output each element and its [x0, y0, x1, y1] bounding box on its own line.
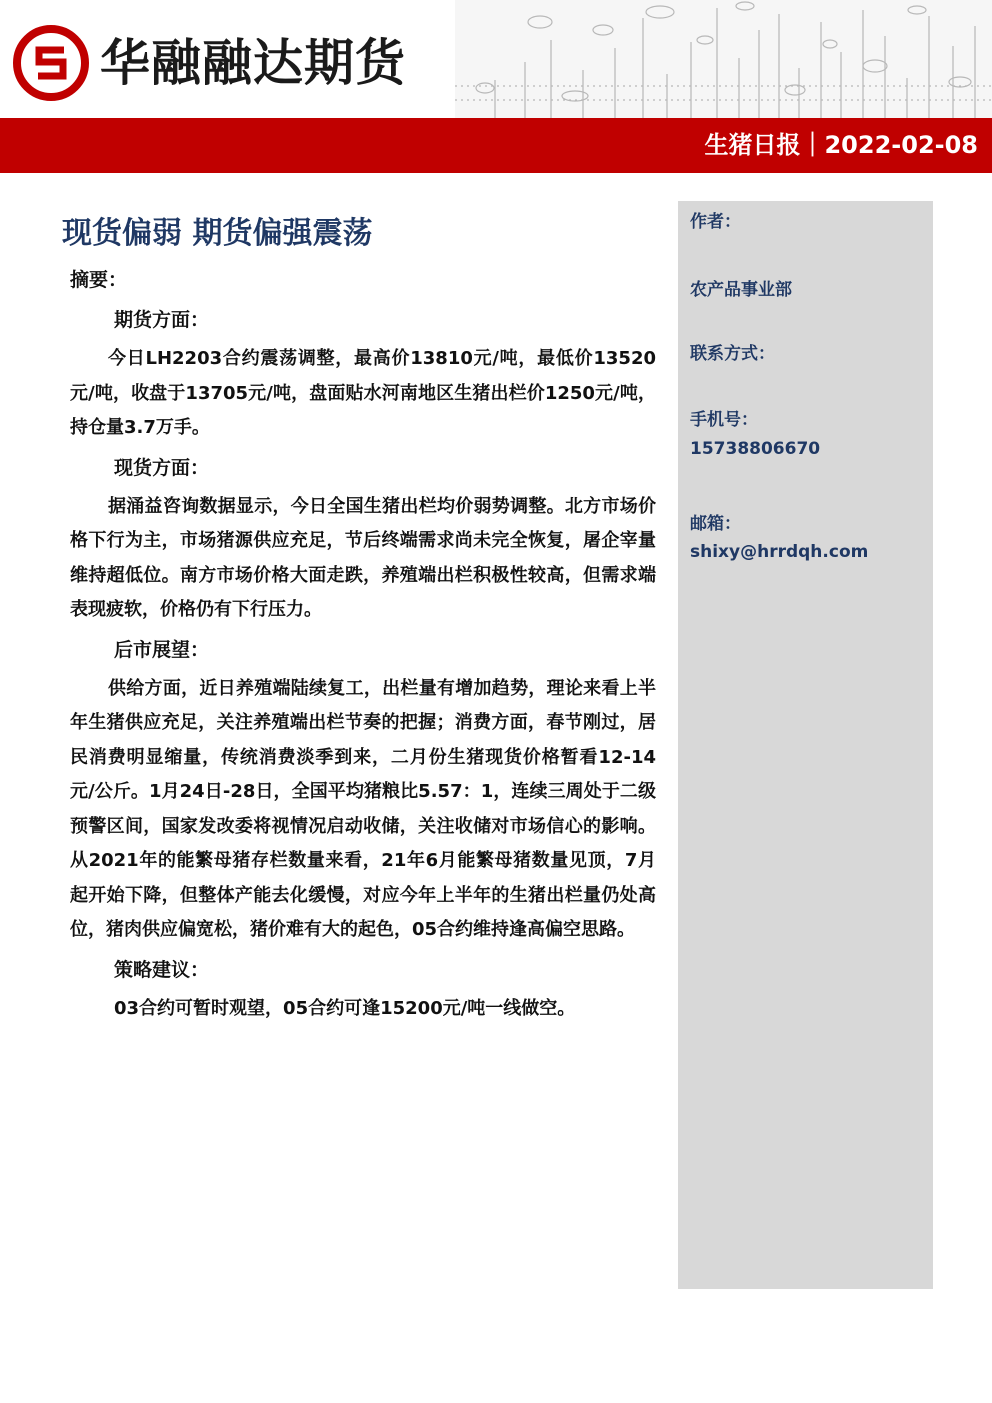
author-label: 作者：: [690, 212, 741, 232]
email-label: 邮箱：: [690, 514, 741, 534]
abstract-lines-decoration: [455, 0, 992, 118]
email-value[interactable]: shixy@hrrdqh.com: [690, 542, 869, 562]
brand-name: 华融融达期货: [100, 33, 406, 92]
summary-label: 摘要：: [70, 269, 128, 291]
section-text-outlook: 供给方面，近日养殖端陆续复工，出栏量有增加趋势，理论来看上半年生猪供应充足，关注养殖端出栏节奏的把握；消费方面，春节刚过，居民消费明显缩量，传统消费淡季到来，二月份生猪现货价格暂看12-14元/公斤。1月24日-28日，全国平均猪粮比5.57：1，连续三周处于二级预警区间，国家发改委将视情况启动收储，关注收储对市场信心的影响。从2021年的能繁母猪存栏数量来看，21年6月能繁母猪数量见顶，7月起开始下降，但整体产能去化缓慢，对应今年上半年的生猪出栏量仍处高位，猪肉供应偏宽松，猪价难有大的起色，05合约维持逢高偏空思路。: [70, 677, 656, 940]
section-text-spot: 据涌益咨询数据显示，今日全国生猪出栏均价弱势调整。北方市场价格下行为主，市场猪源供应充足，节后终端需求尚未完全恢复，屠企宰量维持超低位。南方市场价格大面走跌，养殖端出栏积极性较高，但需求端表现疲软，价格仍有下行压力。: [70, 495, 656, 620]
sidebar-panel: [678, 201, 933, 1289]
main-content: [70, 262, 656, 1026]
section-text-futures: 今日LH2203合约震荡调整，最高价13810元/吨，最低价13520元/吨，收盘于13705元/吨，盘面贴水河南地区生猪出栏价1250元/吨，持仓量3.7万手。: [70, 348, 656, 438]
author-value: 农产品事业部: [690, 280, 792, 300]
section-label-futures: 期货方面：: [114, 309, 210, 331]
section-label-spot: 现货方面：: [114, 456, 210, 479]
section-text-strategy: 03合约可暂时观望，05合约可逢15200元/吨一线做空。: [114, 997, 576, 1019]
contact-label: 联系方式：: [690, 344, 775, 364]
page-title: 现货偏弱 期货偏强震荡: [62, 216, 373, 251]
company-logo-icon: [12, 24, 90, 102]
report-title-date: 生猪日报｜2022-02-08: [704, 131, 978, 159]
section-label-outlook: 后市展望：: [114, 638, 210, 661]
section-label-strategy: 策略建议：: [114, 958, 210, 981]
phone-value: 15738806670: [690, 439, 821, 459]
phone-label: 手机号：: [690, 410, 758, 430]
